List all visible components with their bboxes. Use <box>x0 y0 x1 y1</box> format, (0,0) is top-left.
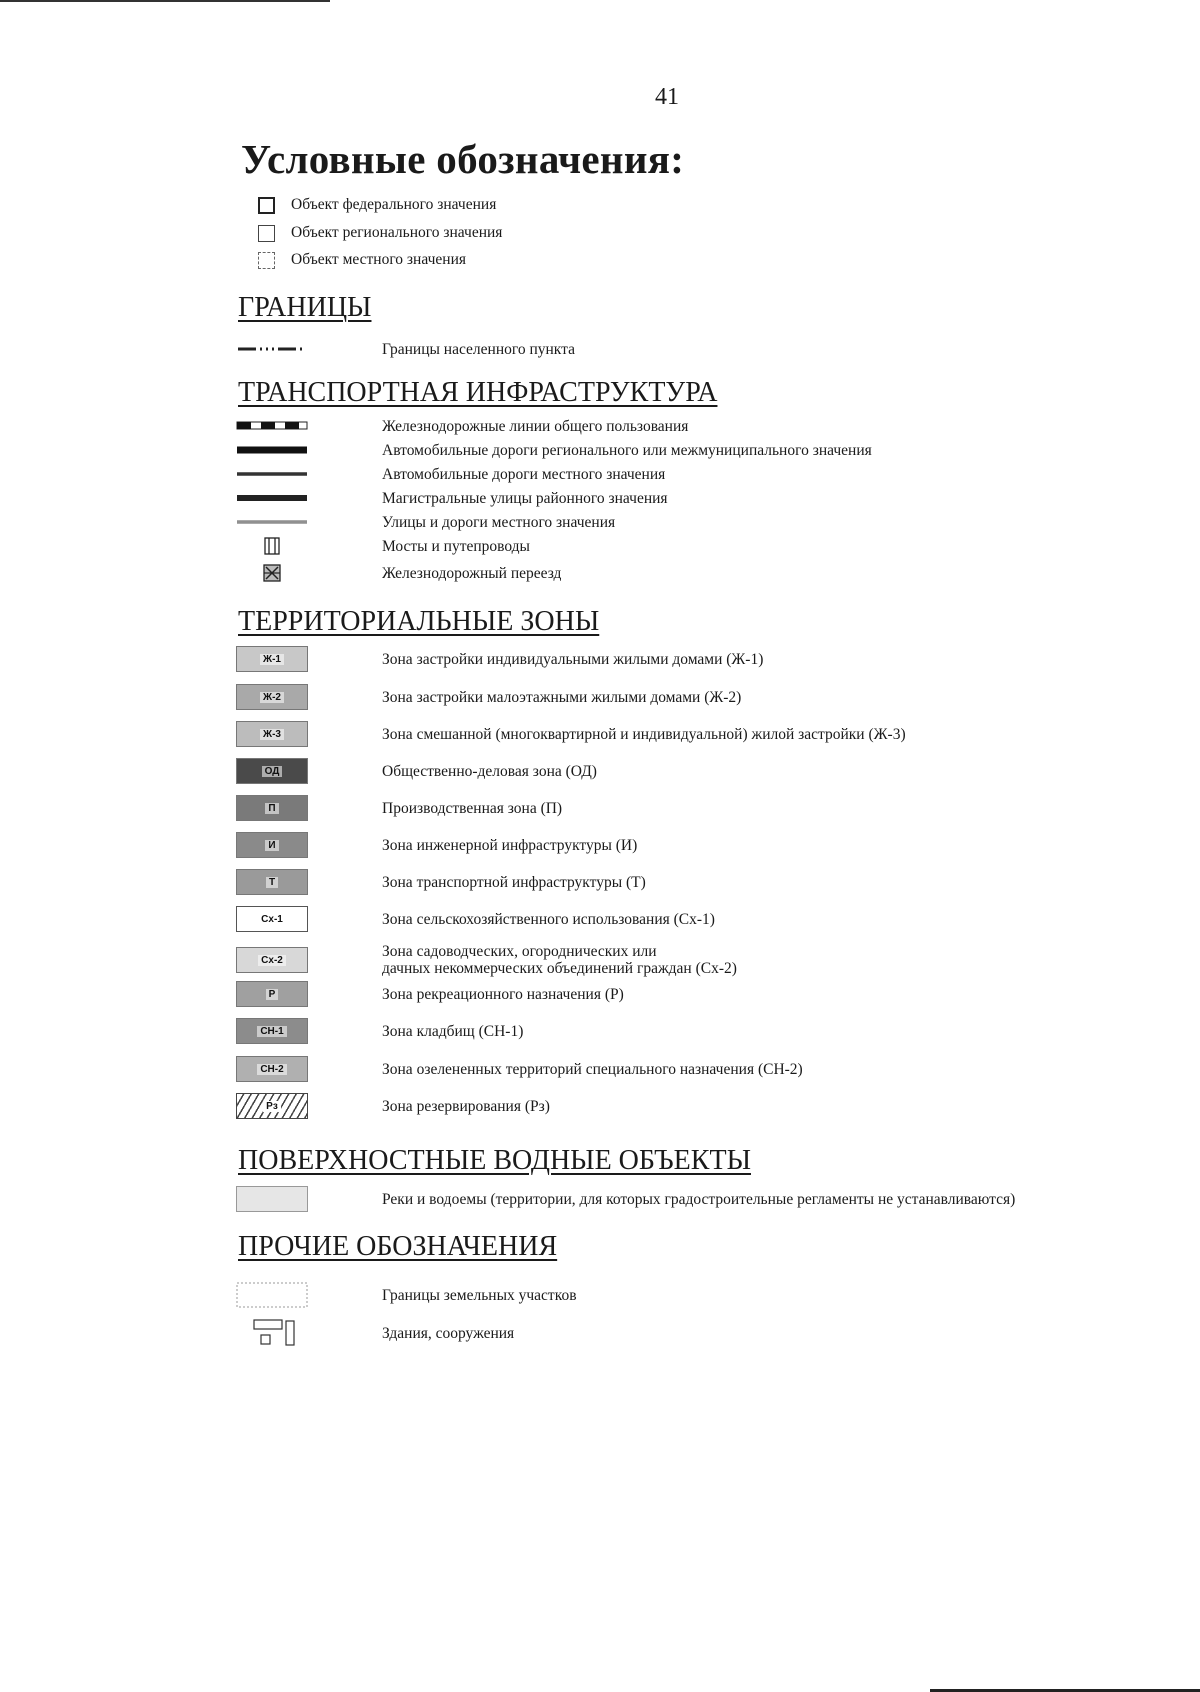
zone-code: П <box>265 803 278 814</box>
legend-row <box>236 533 1096 559</box>
zone-swatch <box>236 947 308 973</box>
settlement-border-line-icon <box>236 336 308 362</box>
legend-row <box>236 485 1096 511</box>
legend-label: Границы населенного пункта <box>382 340 575 358</box>
buildings-icon <box>236 1320 308 1346</box>
zone-row <box>236 646 1096 672</box>
legend-label: Железнодорожные линии общего пользования <box>382 417 689 435</box>
zone-label: Зона сельскохозяйственного использования (Сх-1) <box>382 910 715 928</box>
zone-swatch <box>236 646 308 672</box>
zone-swatch <box>236 758 308 784</box>
zone-label: Зона инженерной инфраструктуры (И) <box>382 836 638 854</box>
legend-row <box>236 560 1096 586</box>
legend-row <box>236 1320 1096 1346</box>
significance-federal <box>258 195 496 215</box>
water-swatch <box>236 1186 308 1212</box>
zone-label: Зона резервирования (Рз) <box>382 1097 550 1115</box>
significance-regional <box>258 223 502 243</box>
legend-label: Магистральные улицы районного значения <box>382 489 668 507</box>
zone-code: Ж-3 <box>260 729 284 740</box>
zone-row <box>236 869 1096 895</box>
page-title: Условные обозначения: <box>241 136 685 182</box>
zone-code: СН-2 <box>257 1064 286 1075</box>
zone-swatch <box>236 1018 308 1044</box>
regional-object-icon <box>258 225 275 242</box>
zone-code: Рз <box>263 1101 281 1112</box>
zone-code: Ж-2 <box>260 692 284 703</box>
zone-label: Зона застройки малоэтажными жилыми домами (Ж-2) <box>382 688 742 706</box>
zone-row <box>236 906 1096 932</box>
zone-swatch <box>236 869 308 895</box>
zone-row <box>236 795 1096 821</box>
legend-row <box>236 437 1096 463</box>
legend-row <box>236 461 1096 487</box>
railway-line-icon <box>236 413 308 439</box>
zone-swatch <box>236 906 308 932</box>
section-heading-zones: ТЕРРИТОРИАЛЬНЫЕ ЗОНЫ <box>238 606 600 637</box>
bridge-icon <box>236 533 308 559</box>
zone-row <box>236 721 1096 747</box>
zone-label: Зона смешанной (многоквартирной и индивидуальной) жилой застройки (Ж-3) <box>382 725 906 743</box>
zone-label: Зона транспортной инфраструктуры (Т) <box>382 873 646 891</box>
legend-label: Реки и водоемы (территории, для которых градостроительные регламенты не устанавливаются) <box>382 1190 1016 1208</box>
legend-row <box>236 1186 1096 1212</box>
significance-label: Объект регионального значения <box>291 224 503 241</box>
zone-code: ОД <box>262 766 283 777</box>
zone-code: И <box>265 840 278 851</box>
section-heading-transport: ТРАНСПОРТНАЯ ИНФРАСТРУКТУРА <box>238 377 718 408</box>
zone-row <box>236 684 1096 710</box>
zone-swatch <box>236 1056 308 1082</box>
zone-swatch-hatched <box>236 1093 308 1119</box>
scan-edge-top <box>0 0 330 2</box>
zone-label: Производственная зона (П) <box>382 799 563 817</box>
significance-label: Объект местного значения <box>291 251 467 268</box>
zone-code: Ж-1 <box>260 654 284 665</box>
zone-label: Зона кладбищ (СН-1) <box>382 1022 524 1040</box>
local-street-line-icon <box>236 509 308 535</box>
zone-code: Сх-2 <box>258 955 286 966</box>
legend-label: Улицы и дороги местного значения <box>382 513 616 531</box>
zone-code: Р <box>266 989 279 1000</box>
zone-swatch <box>236 981 308 1007</box>
zone-label: Общественно-деловая зона (ОД) <box>382 762 597 780</box>
zone-label-line: Зона садоводческих, огороднических или <box>382 943 657 960</box>
zone-row <box>236 758 1096 784</box>
zone-row <box>236 832 1096 858</box>
zone-label: Зона озелененных территорий специального назначения (СН-2) <box>382 1060 803 1078</box>
local-road-line-icon <box>236 461 308 487</box>
zone-code: Т <box>266 877 278 888</box>
legend-label: Границы земельных участков <box>382 1286 577 1304</box>
legend-label: Железнодорожный переезд <box>382 564 562 582</box>
zone-row <box>236 943 1096 977</box>
legend-label: Автомобильные дороги местного значения <box>382 465 666 483</box>
zone-swatch <box>236 795 308 821</box>
zone-label: Зона застройки индивидуальными жилыми домами (Ж-1) <box>382 650 764 668</box>
zone-code: СН-1 <box>257 1026 286 1037</box>
page-number: 41 <box>655 84 679 110</box>
legend-label: Мосты и путепроводы <box>382 537 530 555</box>
railway-crossing-icon <box>236 560 308 586</box>
zone-row <box>236 1056 1096 1082</box>
section-heading-borders: ГРАНИЦЫ <box>238 292 372 323</box>
regional-road-line-icon <box>236 437 308 463</box>
section-heading-other: ПРОЧИЕ ОБОЗНАЧЕНИЯ <box>238 1231 558 1262</box>
legend-row <box>236 509 1096 535</box>
section-heading-water: ПОВЕРХНОСТНЫЕ ВОДНЫЕ ОБЪЕКТЫ <box>238 1145 751 1176</box>
zone-code: Сх-1 <box>258 914 286 925</box>
significance-label: Объект федерального значения <box>291 196 497 213</box>
zone-label: Зона рекреационного назначения (Р) <box>382 985 624 1003</box>
zone-label-line: дачных некоммерческих объединений граждан (Сх-2) <box>382 960 737 977</box>
legend-label: Здания, сооружения <box>382 1324 515 1342</box>
zone-swatch <box>236 684 308 710</box>
legend-label: Автомобильные дороги регионального или межмуниципального значения <box>382 441 872 459</box>
legend-row <box>236 1282 1096 1308</box>
legend-row <box>236 336 1096 362</box>
significance-local <box>258 250 466 270</box>
zone-row <box>236 1093 1096 1119</box>
main-street-line-icon <box>236 485 308 511</box>
federal-object-icon <box>258 197 275 214</box>
land-plot-border-icon <box>236 1282 308 1308</box>
zone-label <box>382 943 737 977</box>
legend-row <box>236 413 1096 439</box>
zone-row <box>236 1018 1096 1044</box>
zone-swatch <box>236 721 308 747</box>
zone-row <box>236 981 1096 1007</box>
local-object-icon <box>258 252 275 269</box>
zone-swatch <box>236 832 308 858</box>
